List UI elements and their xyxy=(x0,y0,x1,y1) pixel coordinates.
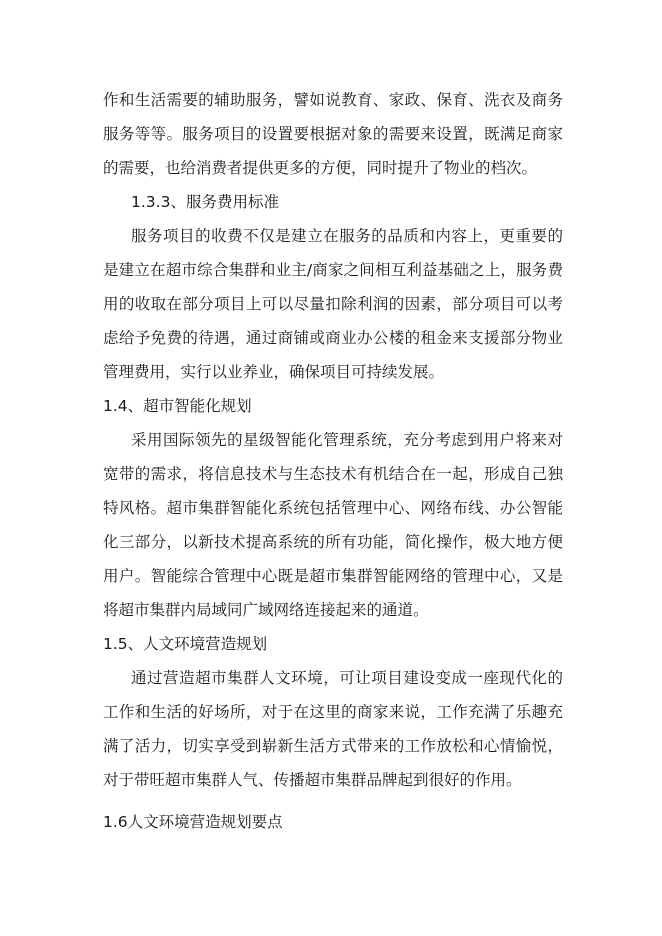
paragraph-line: 管理费用，实行以业养业，确保项目可持续发展。 xyxy=(103,363,445,381)
section-heading-1-6: 1.6人文环境营造规划要点 xyxy=(103,813,283,831)
paragraph-line: 作和生活需要的辅助服务，譬如说教育、家政、保育、洗衣及商务 xyxy=(103,91,563,109)
paragraph-line: 化三部分，以新技术提高系统的所有功能，简化操作，极大地方便 xyxy=(103,533,563,551)
paragraph-line: 宽带的需求，将信息技术与生态技术有机结合在一起，形成自己独 xyxy=(103,465,563,483)
section-heading-1-5: 1.5、人文环境营造规划 xyxy=(103,635,268,653)
paragraph-line: 的需要，也给消费者提供更多的方便，同时提升了物业的档次。 xyxy=(103,159,538,177)
paragraph-line: 服务等等。服务项目的设置要根据对象的需要来设置，既满足商家 xyxy=(103,125,563,143)
paragraph-line: 采用国际领先的星级智能化管理系统，充分考虑到用户将来对 xyxy=(131,431,563,449)
paragraph-line: 工作和生活的好场所，对于在这里的商家来说，工作充满了乐趣充 xyxy=(103,703,563,721)
paragraph-line: 虑给予免费的待遇，通过商铺或商业办公楼的租金来支援部分物业 xyxy=(103,329,563,347)
paragraph-line: 是建立在超市综合集群和业主/商家之间相互利益基础之上，服务费 xyxy=(103,261,563,279)
paragraph-line: 特风格。超市集群智能化系统包括管理中心、网络布线、办公智能 xyxy=(103,499,563,517)
section-heading-1-3-3: 1.3.3、服务费用标准 xyxy=(131,193,279,211)
paragraph-line: 用户。智能综合管理中心既是超市集群智能网络的管理中心，又是 xyxy=(103,567,563,585)
paragraph-line: 将超市集群内局域同广域网络连接起来的通道。 xyxy=(103,601,429,619)
paragraph-line: 通过营造超市集群人文环境，可让项目建设变成一座现代化的 xyxy=(131,669,563,687)
paragraph-line: 对于带旺超市集群人气、传播超市集群品牌起到很好的作用。 xyxy=(103,771,522,789)
paragraph-line: 用的收取在部分项目上可以尽量扣除利润的因素，部分项目可以考 xyxy=(103,295,563,313)
paragraph-line: 满了活力，切实享受到崭新生活方式带来的工作放松和心情愉悦， xyxy=(103,737,563,755)
section-heading-1-4: 1.4、超市智能化规划 xyxy=(103,397,252,415)
paragraph-line: 服务项目的收费不仅是建立在服务的品质和内容上，更重要的 xyxy=(131,227,563,245)
